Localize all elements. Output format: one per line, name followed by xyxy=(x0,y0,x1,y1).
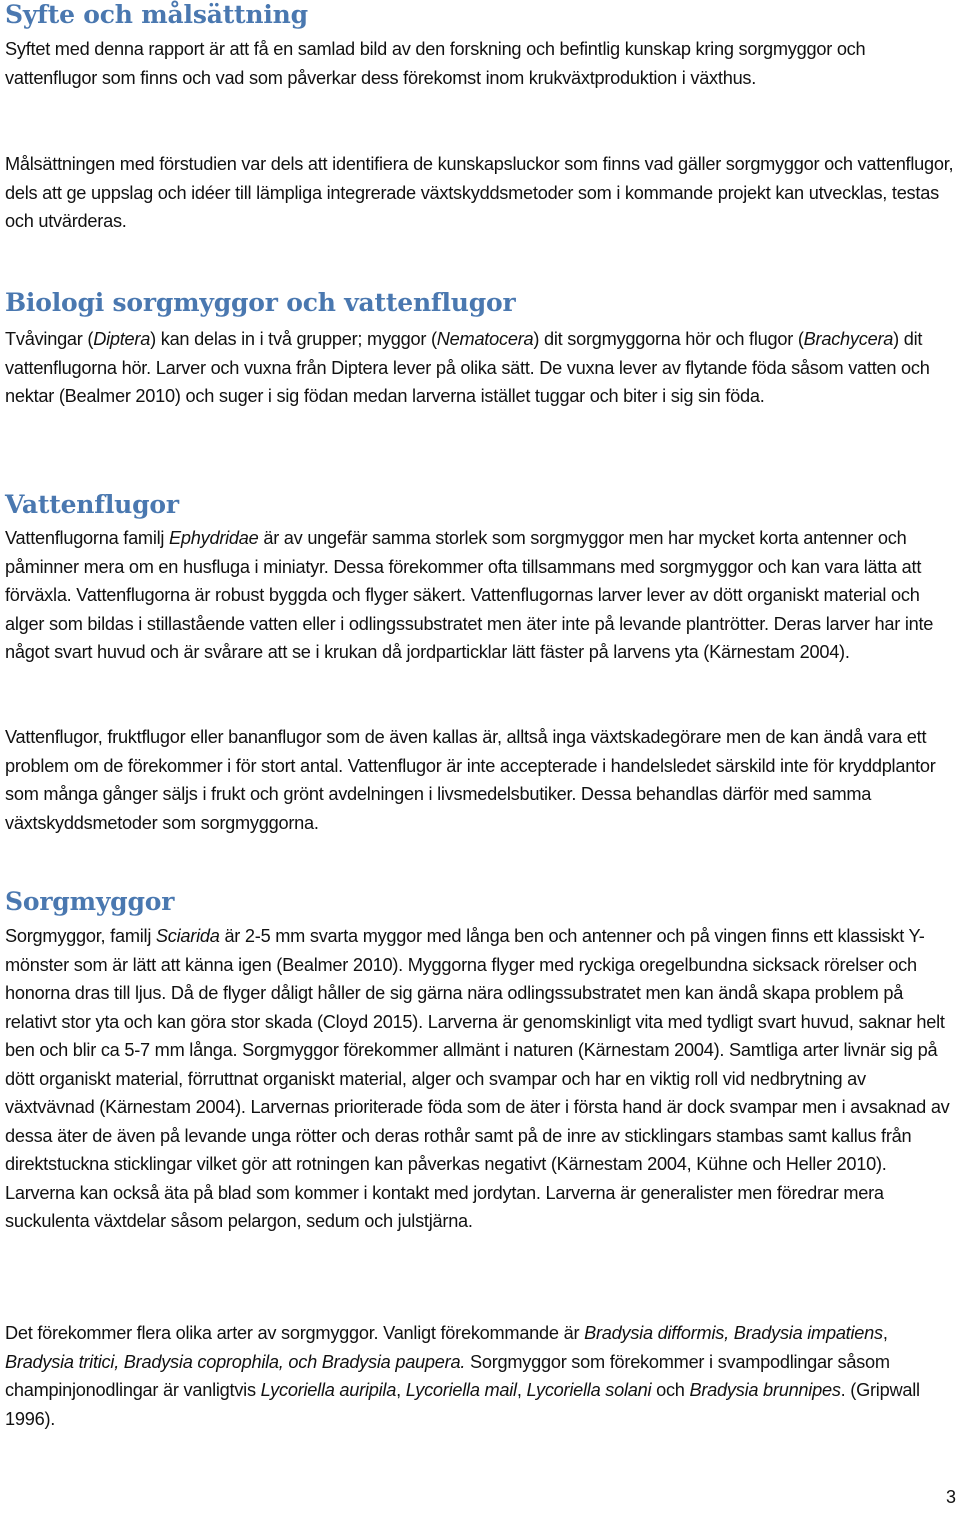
paragraph-vattenflugor-1 xyxy=(5,524,955,667)
text-run: ) kan delas in i två grupper; myggor ( xyxy=(150,329,437,349)
text-run: Sorgmyggor som förekommer i svampodlingar såsom champinjonodlingar är vanligtvis xyxy=(5,1351,890,1400)
text-run: är 2-5 mm svarta myggor med långa ben och antenner och på vingen finns ett klassiskt Y-mönster som är lätt att känna igen (Bealmer 2010). Myggorna flyger med ryckiga oregelbundna sicksack rörelser och honorna dras till ljus. Då de flyger dåligt håller de sig gärna nära odlingssubstratet men kan ändå skapa problem på relativt stor yta och kan göra stor skada (Cloyd 2015). Larverna är genomskinligt vita med tydligt svart huvud, saknar helt ben och blir ca 5-7 mm långa. Sorgmyggor förekommer allmänt i naturen (Kärnestam 2004). Samtliga arter livnär sig på dött organiskt material, förruttnat organiskt material, alger och svampar och har en viktig roll vid nedbrytning av växtvävnad (Kärnestam 2004). Larvernas prioriterade föda som de äter i första hand är dock svampar men i avsaknad av dessa äter de även på levande unga rötter och deras rothår samt på de inre av sticklingars stambas samt kallus från direktstuckna sticklingar vilket gör att rotningen kan påverkas negativt (Kärnestam 2004, Kühne och Heller 2010). Larverna kan också äta på blad som kommer i kontakt med jordytan. Larverna är generalister men föredrar mera suckulenta växtdelar såsom pelargon, sedum och julstjärna. xyxy=(5,926,950,1231)
italic-term: Diptera xyxy=(93,329,151,349)
italic-term: Lycoriella auripila xyxy=(260,1380,397,1400)
text-run: Tvåvingar ( xyxy=(5,329,94,349)
text-run: Det förekommer flera olika arter av sorgmyggor. Vanligt förekommande är xyxy=(5,1323,585,1343)
section-heading-sorgmyggor: Sorgmyggor xyxy=(5,887,175,916)
page-number: 3 xyxy=(945,1487,956,1507)
paragraph-sorgmyggor-1 xyxy=(5,922,955,1236)
paragraph-malsattning: Målsättningen med förstudien var dels att identifiera de kunskapsluckor som finns vad gäller sorgmyggor och vattenflugor, dels att ge uppslag och idéer till lämpliga integrerade växtskyddsmetoder som i kommande projekt kan utvecklas, testas och utvärderas. xyxy=(5,154,954,231)
paragraph-syfte: Syftet med denna rapport är att få en samlad bild av den forskning och befintlig kunskap kring sorgmyggor och vattenflugor som finns och vad som påverkar dess förekomst inom krukväxtproduktion i växthus. xyxy=(5,39,866,88)
section-heading-syfte: Syfte och målsättning xyxy=(5,0,308,29)
italic-term: Lycoriella mail xyxy=(405,1380,517,1400)
paragraph-sorgmyggor-2 xyxy=(5,1319,955,1433)
text-run: Sorgmyggor, familj xyxy=(5,926,156,946)
paragraph-biologi xyxy=(5,325,955,411)
section-heading-vattenflugor: Vattenflugor xyxy=(5,490,179,519)
italic-term: Bradysia difformis, Bradysia impatiens xyxy=(584,1323,883,1343)
italic-term: Sciarida xyxy=(155,926,220,946)
italic-term: Brachycera xyxy=(803,329,894,349)
text-run: ) dit sorgmyggorna hör och flugor ( xyxy=(533,329,804,349)
italic-term: Lycoriella solani xyxy=(526,1380,652,1400)
text-run: , xyxy=(882,1323,888,1343)
text-run: , xyxy=(516,1380,527,1400)
text-run: och xyxy=(651,1380,690,1400)
text-run: Vattenflugorna familj xyxy=(5,528,170,548)
paragraph-vattenflugor-2: Vattenflugor, fruktflugor eller bananflugor som de även kallas är, alltså inga växtskadegörare men de kan ändå vara ett problem om de förekommer i för stort antal. Vattenflugor är inte accepterade i handelsledet särskild inte för kryddplantor som många gånger säljs i frukt och grönt avdelningen i livsmedelsbutiker. Dessa behandlas därför med samma växtskyddsmetoder som sorgmyggorna. xyxy=(5,727,936,833)
italic-term: Bradysia tritici, Bradysia coprophila, och Bradysia paupera. xyxy=(5,1351,466,1372)
italic-term: Ephydridae xyxy=(169,528,259,548)
text-run: , xyxy=(396,1380,406,1400)
text-run: . (Gripwall 1996). xyxy=(5,1380,920,1429)
text-run: ) dit vattenflugorna hör. Larver och vuxna från Diptera lever på olika sätt. De vuxna lever av flytande föda såsom vatten och nektar (Bealmer 2010) och suger i sig födan medan larverna istället tuggar och biter i sig sin föda. xyxy=(5,329,930,406)
text-run: är av ungefär samma storlek som sorgmyggor men har mycket korta antenner och påminner mera om en husfluga i miniatyr. Dessa förekommer ofta tillsammans med sorgmyggor och kan vara lätta att förväxla. Vattenflugorna är robust byggda och flyger säkert. Vattenflugornas larver lever av dött organiskt material och alger som bildas i stillastående vatten eller i odlingssubstratet men äter inte på levande plantrötter. Deras larver har inte något svart huvud och är svårare att se i krukan då jordparticklar lätt fäster på larvens yta (Kärnestam 2004). xyxy=(5,528,934,662)
section-heading-biologi: Biologi sorgmyggor och vattenflugor xyxy=(5,288,516,317)
italic-term: Bradysia brunnipes xyxy=(689,1380,841,1400)
italic-term: Nematocera xyxy=(436,329,534,349)
